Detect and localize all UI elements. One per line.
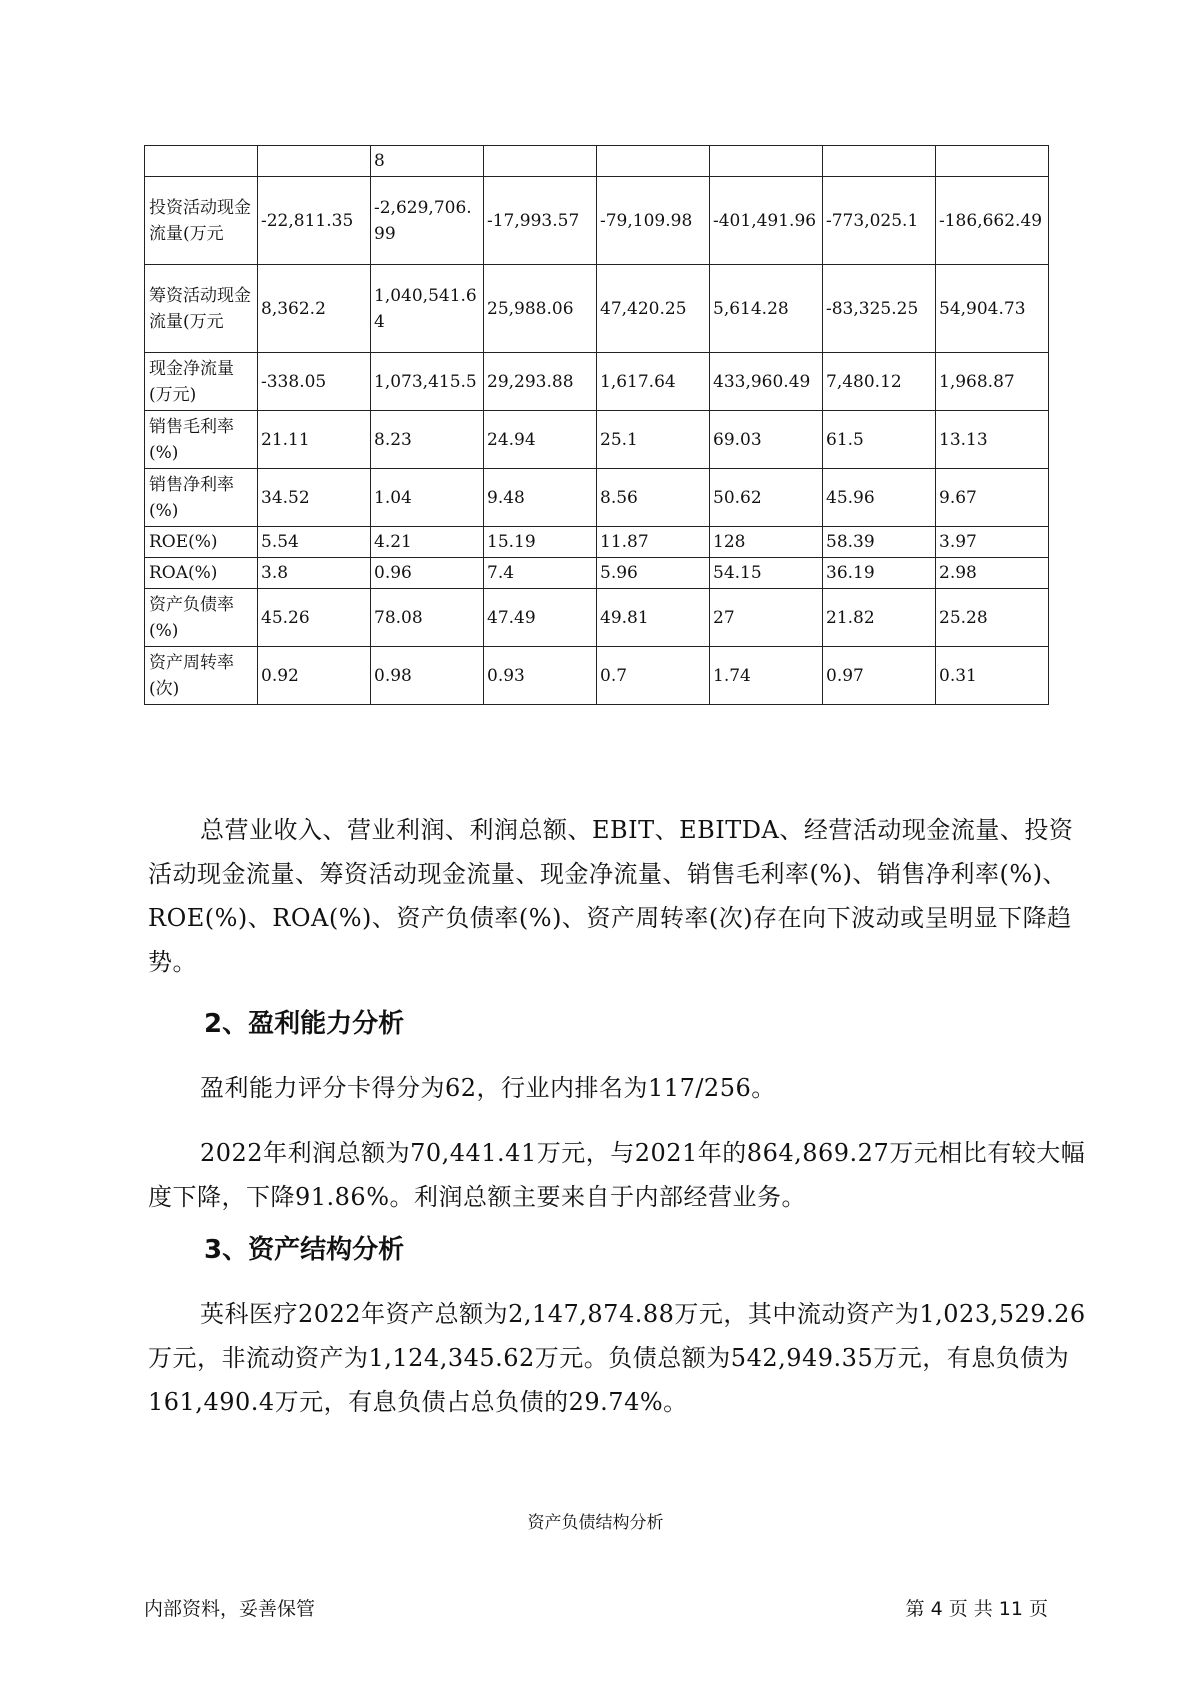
table-cell: -338.05 — [258, 353, 371, 411]
table-cell: 0.93 — [484, 647, 597, 705]
table-row — [145, 589, 1049, 647]
table-cell: -83,325.25 — [823, 265, 936, 353]
row-label: 筹资活动现金流量(万元 — [145, 265, 258, 353]
table-cell: 25.1 — [597, 411, 710, 469]
table-row — [145, 411, 1049, 469]
table-cell: 45.26 — [258, 589, 371, 647]
table-cell: 61.5 — [823, 411, 936, 469]
table-cell: 2.98 — [936, 558, 1049, 589]
table-cell: 9.67 — [936, 469, 1049, 527]
table-cell: 47,420.25 — [597, 265, 710, 353]
table-cell: 54,904.73 — [936, 265, 1049, 353]
table-row — [145, 353, 1049, 411]
table-cell: 58.39 — [823, 527, 936, 558]
section-heading-profitability: 2、盈利能力分析 — [204, 1009, 405, 1039]
table-cell: 47.49 — [484, 589, 597, 647]
table-cell: 433,960.49 — [710, 353, 823, 411]
table-row — [145, 146, 1049, 177]
table-cell — [597, 146, 710, 177]
table-row — [145, 469, 1049, 527]
table-cell: 1,073,415.5 — [371, 353, 484, 411]
table-cell: 3.97 — [936, 527, 1049, 558]
row-label: 投资活动现金流量(万元 — [145, 177, 258, 265]
profit-total-text: 2022年利润总额为70,441.41万元，与2021年的864,869.27万元相比有较大幅度下降，下降91.86%。利润总额主要来自于内部经营业务。 — [148, 1139, 1086, 1211]
financial-table-body — [145, 146, 1049, 705]
table-cell: 128 — [710, 527, 823, 558]
table-cell: -401,491.96 — [710, 177, 823, 265]
table-cell: 3.8 — [258, 558, 371, 589]
table-cell: 8.56 — [597, 469, 710, 527]
financial-table — [144, 145, 1049, 705]
table-cell: 7,480.12 — [823, 353, 936, 411]
table-cell: 8,362.2 — [258, 265, 371, 353]
table-cell: 1,617.64 — [597, 353, 710, 411]
table-row — [145, 558, 1049, 589]
table-cell: 0.31 — [936, 647, 1049, 705]
row-label: ROE(%) — [145, 527, 258, 558]
table-cell: 11.87 — [597, 527, 710, 558]
table-cell: 0.96 — [371, 558, 484, 589]
row-label: 现金净流量(万元) — [145, 353, 258, 411]
table-cell: -773,025.1 — [823, 177, 936, 265]
table-row — [145, 265, 1049, 353]
table-cell: 27 — [710, 589, 823, 647]
table-cell: 4.21 — [371, 527, 484, 558]
table-cell: 5.96 — [597, 558, 710, 589]
table-row — [145, 647, 1049, 705]
table-cell: 24.94 — [484, 411, 597, 469]
footer-confidential-note: 内部资料，妥善保管 — [144, 1598, 316, 1620]
table-cell: 15.19 — [484, 527, 597, 558]
table-cell: 8 — [371, 146, 484, 177]
profitability-paragraph-1 — [148, 1066, 1088, 1110]
table-cell: 49.81 — [597, 589, 710, 647]
table-row — [145, 527, 1049, 558]
table-cell: 29,293.88 — [484, 353, 597, 411]
row-label — [145, 146, 258, 177]
summary-paragraph — [148, 808, 1088, 984]
asset-structure-paragraph — [148, 1292, 1088, 1424]
row-label: 资产周转率(次) — [145, 647, 258, 705]
summary-text: 总营业收入、营业利润、利润总额、EBIT、EBITDA、经营活动现金流量、投资活动现金流量、筹资活动现金流量、现金净流量、销售毛利率(%)、销售净利率(%)、ROE(%)、ROA(%)、资产负债率(%)、资产周转率(次)存在向下波动或呈明显下降趋势。 — [148, 816, 1074, 976]
asset-structure-text: 英科医疗2022年资产总额为2,147,874.88万元，其中流动资产为1,023,529.26万元，非流动资产为1,124,345.62万元。负债总额为542,949.35万元，有息负债为161,490.4万元，有息负债占总负债的29.74%。 — [148, 1300, 1086, 1416]
row-label: ROA(%) — [145, 558, 258, 589]
table-cell: 0.92 — [258, 647, 371, 705]
footer-page-number: 第 4 页 共 11 页 — [905, 1598, 1048, 1620]
table-cell: 1,040,541.64 — [371, 265, 484, 353]
table-cell — [823, 146, 936, 177]
table-cell — [258, 146, 371, 177]
table-cell — [710, 146, 823, 177]
row-label: 销售净利率(%) — [145, 469, 258, 527]
table-cell: 7.4 — [484, 558, 597, 589]
table-cell: 1.74 — [710, 647, 823, 705]
table-cell: 8.23 — [371, 411, 484, 469]
table-cell: 25,988.06 — [484, 265, 597, 353]
row-label: 销售毛利率(%) — [145, 411, 258, 469]
table-cell: 50.62 — [710, 469, 823, 527]
table-cell: -79,109.98 — [597, 177, 710, 265]
table-cell: 78.08 — [371, 589, 484, 647]
table-cell: 0.7 — [597, 647, 710, 705]
row-label: 资产负债率(%) — [145, 589, 258, 647]
table-cell: 34.52 — [258, 469, 371, 527]
table-cell: -17,993.57 — [484, 177, 597, 265]
table-cell: -2,629,706.99 — [371, 177, 484, 265]
profitability-score-text: 盈利能力评分卡得分为62，行业内排名为117/256。 — [200, 1074, 776, 1102]
table-cell: 69.03 — [710, 411, 823, 469]
table-cell — [936, 146, 1049, 177]
table-cell: -186,662.49 — [936, 177, 1049, 265]
table-cell: 25.28 — [936, 589, 1049, 647]
table-cell: 9.48 — [484, 469, 597, 527]
table-cell: 36.19 — [823, 558, 936, 589]
table-cell — [484, 146, 597, 177]
table-cell: 54.15 — [710, 558, 823, 589]
section-heading-asset-structure: 3、资产结构分析 — [204, 1235, 405, 1265]
table-cell: 5,614.28 — [710, 265, 823, 353]
table-cell: 13.13 — [936, 411, 1049, 469]
table-cell: 1,968.87 — [936, 353, 1049, 411]
table-cell: 1.04 — [371, 469, 484, 527]
table-cell: 0.97 — [823, 647, 936, 705]
table-row — [145, 177, 1049, 265]
figure-caption: 资产负债结构分析 — [527, 1513, 664, 1533]
profitability-paragraph-2 — [148, 1131, 1088, 1219]
table-cell: -22,811.35 — [258, 177, 371, 265]
table-cell: 5.54 — [258, 527, 371, 558]
table-cell: 45.96 — [823, 469, 936, 527]
table-cell: 21.82 — [823, 589, 936, 647]
table-cell: 0.98 — [371, 647, 484, 705]
table-cell: 21.11 — [258, 411, 371, 469]
